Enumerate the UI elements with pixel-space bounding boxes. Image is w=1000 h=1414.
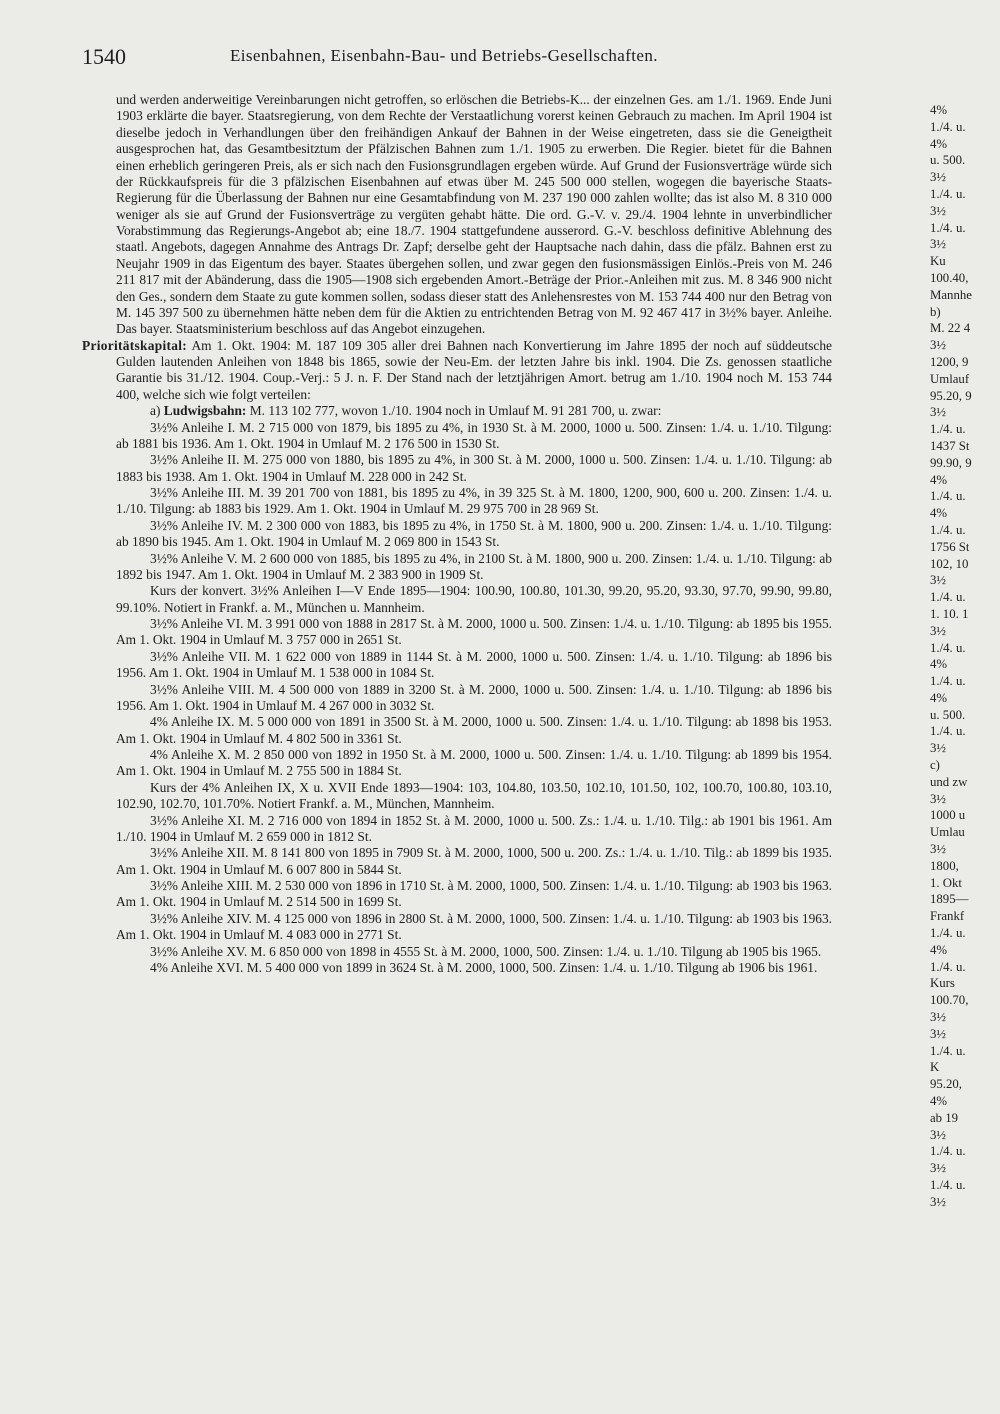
margin-fragment: 3½ [930, 791, 946, 806]
margin-fragment: 1./4. u. [930, 119, 966, 134]
margin-fragment: 4% [930, 690, 948, 705]
margin-fragment: 4% [930, 472, 948, 487]
margin-fragment: 100.40, [930, 270, 969, 285]
margin-fragment: 4% [930, 136, 948, 151]
margin-fragment: Frankf [930, 909, 965, 924]
margin-fragment: 1./4. u. [930, 186, 966, 201]
margin-fragment: 4% [930, 942, 948, 957]
margin-fragment: 1895— [930, 892, 969, 907]
loan-entry: 3½% Anleihe III. M. 39 201 700 von 1881, bis 1895 zu 4%, in 39 325 St. à M. 1800, 1200, 900, 600 u. 200. Zinsen: 1./4. u. 1./10. Tilgung: ab 1883 bis 1929. Am 1. Okt. 1904 in Umlauf M. 29 975 700 in 28 969 St. [116, 485, 832, 517]
margin-fragment: 1./4. u. [930, 489, 966, 504]
margin-fragment: u. 500. [930, 153, 966, 168]
margin-fragment: c) [930, 758, 940, 773]
loan-list [116, 420, 832, 977]
margin-fragment: 1200, 9 [930, 354, 969, 369]
margin-fragment: Umlauf [930, 371, 970, 386]
margin-fragment: 95.20, [930, 1077, 962, 1092]
margin-fragment: 1000 u [930, 808, 966, 823]
margin-fragment: 3½ [930, 405, 946, 420]
loan-entry: 3½% Anleihe V. M. 2 600 000 von 1885, bis 1895 zu 4%, in 2100 St. à M. 1800, 900 u. 200. Zinsen: 1./4. u. 1./10. Tilgung: ab 1892 bis 1947. Am 1. Okt. 1904 in Umlauf M. 2 383 900 in 1909 St. [116, 550, 832, 582]
margin-fragment: 95.20, 9 [930, 388, 972, 403]
loan-entry: 3½% Anleihe VII. M. 1 622 000 von 1889 in 1144 St. à M. 2000, 1000 u. 500. Zinsen: 1./4. u. 1./10. Tilgung: ab 1896 bis 1956. Am 1. Okt. 1904 in Umlauf M. 1 538 000 in 1084 St. [116, 648, 832, 681]
margin-fragment: Kurs [930, 976, 955, 991]
margin-fragment: 4% [930, 1094, 948, 1109]
margin-fragment: M. 22 4 [930, 321, 971, 336]
margin-fragment: 1./4. u. [930, 522, 966, 537]
section-text: Am 1. Okt. 1904: M. 187 109 305 aller drei Bahnen nach Konvertierung im Jahre 1895 der noch auf süddeutsche Gulden lautenden Anleihen von 1848 bis 1865, sowie der Neu-Em. der letzten Jahre bis inkl. 1904. Die Zs. genossen staatliche Garantie bis 31./12. 1904. Coup.-Verj.: 5 J. n. F. Der Stand nach der letztjährigen Amort. betrug am 1./10. 1904 noch M. 153 744 400, welche sich wie folgt verteilen: [116, 337, 833, 402]
loan-entry: 3½% Anleihe IV. M. 2 300 000 von 1883, bis 1895 zu 4%, in 1750 St. à M. 1800, 900 u. 200. Zinsen: 1./4. u. 1./10. Tilgung: ab 1890 bis 1945. Am 1. Okt. 1904 in Umlauf M. 2 069 800 in 1543 St. [116, 517, 832, 550]
margin-fragment: b) [930, 304, 941, 319]
margin-fragment: 1./4. u. [930, 220, 966, 235]
margin-fragment: 3½ [930, 573, 946, 588]
main-text-column [82, 92, 833, 976]
margin-fragment: 3½ [930, 1127, 946, 1142]
margin-fragment: 1./4. u. [930, 674, 966, 689]
margin-fragment: 4% [930, 103, 948, 117]
margin-fragment: 100.70, [930, 993, 969, 1008]
margin-fragment: 1./4. u. [930, 1144, 966, 1159]
margin-fragment: 3½ [930, 741, 946, 756]
ludwigsbahn-paragraph [116, 403, 832, 419]
margin-fragment: 99.90, 9 [930, 455, 972, 470]
margin-fragment: 1./4. u. [930, 640, 966, 655]
list-prefix: a) [150, 403, 161, 419]
margin-fragment: 4% [930, 506, 948, 521]
loan-entry: 3½% Anleihe II. M. 275 000 von 1880, bis 1895 zu 4%, in 300 St. à M. 2000, 1000 u. 500. Zinsen: 1./4. u. 1./10. Tilgung: ab 1883 bis 1938. Am 1. Okt. 1904 in Umlauf M. 228 000 in 242 St. [116, 452, 832, 484]
margin-fragment: Umlau [930, 825, 965, 840]
margin-fragment: 3½ [930, 203, 946, 218]
intro-paragraph: und werden anderweitige Vereinbarungen nicht getroffen, so erlöschen die Betriebs-K... der einzelnen Ges. am 1./1. 1969. Ende Juni 1903 erklärte die bayer. Staatsregierung, von dem Rechte der Verstaatlichung vorerst keinen Gebrauch zu machen. Im April 1904 ist dieselbe jedoch in Verhandlungen über den freihändigen Ankauf der Bahnen in der Weise eingetreten, dass sie die Geneigtheit ausgesprochen hat, das Gesamtbesitztum der Pfälzischen Bahnen zum 1./1. 1905 zu erwerben. Die Regier. bietet für die Bahnen einen erheblich geringeren Preis, als er sich nach den Fusionsgrundlagen ergeben würde. Auf Grund der Fusionsverträge würde sich der Rückkaufspreis für die 3 pfälzischen Eisenbahnen auf etwas über M. 245 500 000 stellen, wogegen die bayerische Staats-Regierung für die Überlassung der Bahnen nur eine Gesamtabfindung von M. 237 190 000 zahlen wollte; das ist also M. 8 310 000 weniger als sie auf Grund der Fusionsverträge zu vergüten gehabt hätte. Die ord. G.-V. v. 29./4. 1904 lehnte in unverbindlicher Vorabstimmung das Regierungs-Angebot ab; eine 18./7. 1904 stattgefundene ausserord. G.-V. beschloss definitive Ablehnung des staatl. Angebots, dagegen Annahme des Antrags Dr. Zapf; derselbe geht der Hauptsache nach dahin, dass die pfälz. Bahnen erst zu Neujahr 1909 in das Eigentum des bayer. Staates übergehen sollen, und zwar gegen den fusionsmässigen Einlös.-Preis von M. 246 211 817 mit der Abänderung, dass die 1905—1908 sich ergebenden Amort.-Beträge der Prior.-Anleihen mit zus. M. 8 346 900 nicht den Ges., sondern dem Staate zu gute kommen sollen, sodass dieser statt des Anlehensrestes von M. 153 744 400 nur den Betrag von M. 145 397 500 zu übernehmen hätte neben dem für die Aktien zu entrichtenden Betrag von M. 92 467 417 in 3½% bayer. Anleihe. Das bayer. Staatsministerium beschloss auf das Angebot einzugehen. [116, 92, 832, 337]
loan-entry: Kurs der 4% Anleihen IX, X u. XVII Ende 1893—1904: 103, 104.80, 103.50, 102.10, 101.50, 102, 100.70, 100.80, 103.10, 102.90, 102.70, 101.70%. Notiert Frankf. a. M., München, Mannheim. [116, 779, 832, 812]
margin-fragment: 1./4. u. [930, 1043, 966, 1058]
margin-fragment: 102, 10 [930, 556, 969, 571]
loan-entry: Kurs der konvert. 3½% Anleihen I—V Ende 1895—1904: 100.90, 100.80, 101.30, 99.20, 95.20, 93.30, 97.70, 99.90, 99.80, 99.10%. Notiert in Frankf. a. M., München u. Mannheim. [116, 583, 832, 615]
margin-fragment: 3½ [930, 1026, 946, 1041]
margin-fragment: und zw [930, 774, 968, 789]
margin-fragment: 1./4. u. [930, 724, 966, 739]
margin-fragment: 1. Okt [930, 875, 962, 890]
loan-entry: 4% Anleihe IX. M. 5 000 000 von 1891 in 3500 St. à M. 2000, 1000 u. 500. Zinsen: 1./4. u. 1./10. Tilgung: ab 1898 bis 1953. Am 1. Okt. 1904 in Umlauf M. 4 802 500 in 3361 St. [116, 714, 832, 746]
margin-fragment: 1./4. u. [930, 590, 966, 605]
loan-entry: 3½% Anleihe VI. M. 3 991 000 von 1888 in 2817 St. à M. 2000, 1000 u. 500. Zinsen: 1./4. u. 1./10. Tilgung: ab 1895 bis 1955. Am 1. Okt. 1904 in Umlauf M. 3 757 000 in 2651 St. [116, 616, 832, 648]
margin-fragment: 1./4. u. [930, 959, 966, 974]
margin-fragment: 3½ [930, 170, 946, 185]
margin-fragment: 3½ [930, 1010, 946, 1025]
margin-fragment: 1. 10. 1 [930, 606, 969, 621]
margin-fragment: 4% [930, 657, 948, 672]
margin-fragment: K [930, 1060, 940, 1075]
margin-fragment: 1./4. u. [930, 422, 966, 437]
margin-fragment: u. 500. [930, 707, 966, 722]
prioritaetskapital-paragraph [82, 337, 833, 404]
loan-entry: 3½% Anleihe XV. M. 6 850 000 von 1898 in 4555 St. à M. 2000, 1000, 500. Zinsen: 1./4. u. 1./10. Tilgung ab 1905 bis 1965. [150, 943, 822, 959]
loan-entry: 3½% Anleihe XII. M. 8 141 800 von 1895 in 7909 St. à M. 2000, 1000, 500 u. 200. Zs.: 1./4. u. 1./10. Tilg.: ab 1899 bis 1935. Am 1. Okt. 1904 in Umlauf M. 6 007 800 in 5844 St. [116, 845, 832, 877]
margin-fragment: 1756 St [930, 539, 970, 554]
margin-fragment: 3½ [930, 623, 946, 638]
margin-fragment: Mannhe [930, 287, 972, 302]
loan-entry: 3½% Anleihe XIII. M. 2 530 000 von 1896 in 1710 St. à M. 2000, 1000, 500. Zinsen: 1./4. u. 1./10. Tilgung: ab 1903 bis 1963. Am 1. Okt. 1904 in Umlauf M. 2 514 500 in 1699 St. [116, 878, 832, 910]
margin-fragment: ab 19 [930, 1110, 959, 1125]
loan-entry: 3½% Anleihe XIV. M. 4 125 000 von 1896 in 2800 St. à M. 2000, 1000, 500. Zinsen: 1./4. u. 1./10. Tilgung: ab 1903 bis 1963. Am 1. Okt. 1904 in Umlauf M. 4 083 000 in 2771 St. [116, 910, 832, 943]
adjacent-page-margin [930, 102, 1000, 1211]
margin-fragment: 3½ [930, 1194, 946, 1209]
loan-entry: 4% Anleihe XVI. M. 5 400 000 von 1899 in 3624 St. à M. 2000, 1000, 500. Zinsen: 1./4. u. 1./10. Tilgung ab 1906 bis 1961. [150, 959, 818, 975]
margin-fragment: 3½ [930, 1161, 946, 1176]
loan-entry: 3½% Anleihe I. M. 2 715 000 von 1879, bis 1895 zu 4%, in 1930 St. à M. 2000, 1000 u. 500. Zinsen: 1./4. u. 1./10. Tilgung: ab 1881 bis 1936. Am 1. Okt. 1904 in Umlauf M. 2 176 500 in 1530 St. [116, 419, 832, 451]
margin-fragment: 3½ [930, 237, 946, 252]
margin-fragment: 1800, [930, 858, 959, 873]
loan-entry: 4% Anleihe X. M. 2 850 000 von 1892 in 1950 St. à M. 2000, 1000 u. 500. Zinsen: 1./4. u. 1./10. Tilgung: ab 1899 bis 1954. Am 1. Okt. 1904 in Umlauf M. 2 755 500 in 1884 St. [116, 747, 832, 779]
margin-fragment: 3½ [930, 338, 946, 353]
margin-fragment: 1./4. u. [930, 926, 966, 941]
margin-fragment: 3½ [930, 842, 946, 857]
running-title: Eisenbahnen, Eisenbahn-Bau- und Betriebs-Gesellschaften. [230, 46, 658, 65]
loan-entry: 3½% Anleihe VIII. M. 4 500 000 von 1889 in 3200 St. à M. 2000, 1000 u. 500. Zinsen: 1./4. u. 1./10. Tilgung: ab 1896 bis 1956. Am 1. Okt. 1904 in Umlauf M. 4 267 000 in 3032 St. [116, 681, 832, 713]
margin-fragment: 1./4. u. [930, 1178, 966, 1192]
margin-fragment: Ku [930, 254, 946, 269]
margin-fragment: 1437 St [930, 438, 970, 453]
subsection-label: Ludwigsbahn: [163, 403, 247, 419]
loan-entry: 3½% Anleihe XI. M. 2 716 000 von 1894 in 1852 St. à M. 2000, 1000 u. 500. Zs.: 1./4. u. 1./10. Tilg.: ab 1901 bis 1961. Am 1./10. 1904 in Umlauf M. 2 659 000 in 1812 St. [116, 812, 832, 844]
section-label: Prioritätskapital: [82, 337, 188, 353]
subsection-text: M. 113 102 777, wovon 1./10. 1904 noch in Umlauf M. 91 281 700, u. zwar: [249, 403, 662, 419]
page-number: 1540 [82, 44, 126, 69]
